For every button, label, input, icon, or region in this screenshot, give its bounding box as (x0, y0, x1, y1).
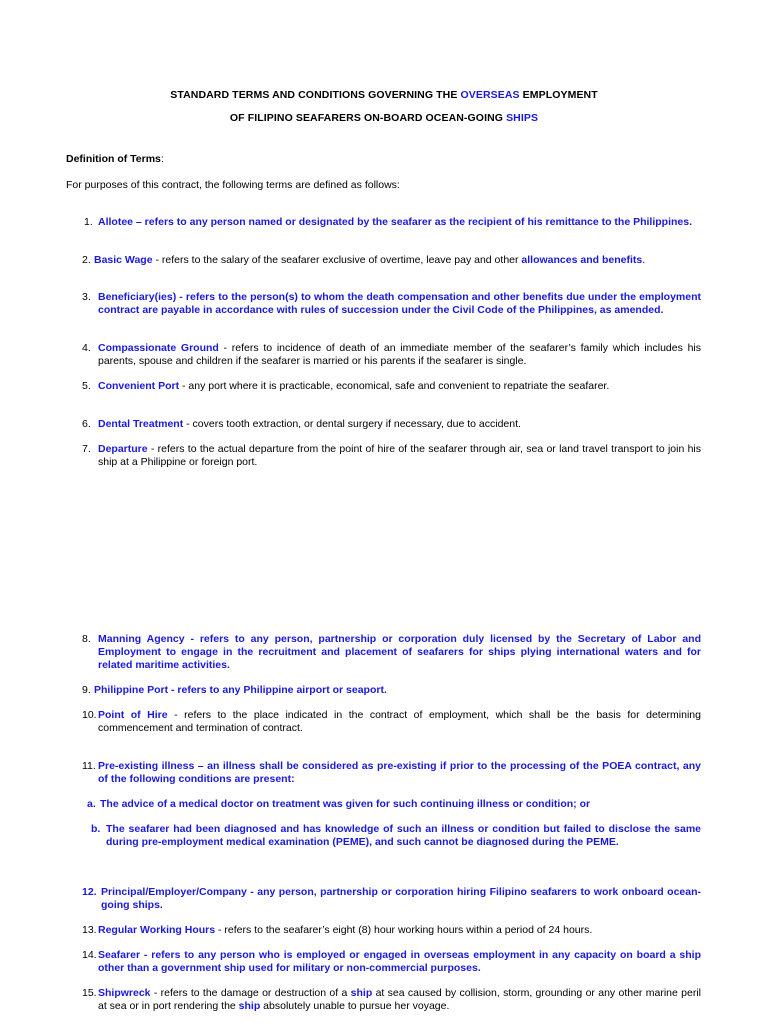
definition-text: absolutely unable to pursue her voyage. (260, 1000, 450, 1012)
item-number: 7. (82, 443, 91, 455)
sub-item-letter: a. (87, 798, 96, 810)
item-number: 4. (82, 342, 91, 354)
intro-paragraph: For purposes of this contract, the following terms are defined as follows: (66, 179, 400, 191)
definition-text: - refers to the actual departure from the point of hire of the seafarer through air, sea or land travel transport to join his ship at a Philippine or foreign port. (98, 443, 701, 468)
term-convenient-port: Convenient Port (98, 380, 180, 392)
definition-philippine-port: Philippine Port - refers to any Philippine airport or seaport. (94, 684, 387, 696)
term-dental-treatment: Dental Treatment (98, 418, 184, 430)
title-part: EMPLOYMENT (519, 89, 598, 101)
item-number: 2. (82, 254, 91, 266)
title-keyword-overseas: OVERSEAS (460, 89, 520, 101)
definition-end: . (642, 254, 646, 266)
condition-b: The seafarer had been diagnosed and has knowledge of such an illness or condition but failed to disclose the same during pre-employment medical examination (PEME), and such cannot be diagnosed during the PEME. (106, 823, 701, 848)
definition-allotee: Allotee – refers to any person named or designated by the seafarer as the recipient of his remittance to the Philippines. (98, 216, 692, 228)
condition-a: The advice of a medical doctor on treatment was given for such continuing illness or condition; or (100, 798, 591, 810)
definition-principal-employer-company: Principal/Employer/Company - any person, partnership or corporation hiring Filipino seafarers to work onboard ocean-going ships. (101, 886, 701, 911)
title-part: STANDARD TERMS AND CONDITIONS GOVERNING THE (170, 89, 461, 101)
item-number: 14. (82, 949, 97, 961)
definition-text: - refers to the place indicated in the contract of employment, which shall be the basis for determining commencement and termination of contract. (98, 709, 701, 734)
document-title-line-1 (0, 89, 768, 101)
definition-text: - refers to the seafarer’s eight (8) hour working hours within a period of 24 hours. (215, 924, 593, 936)
item-number: 8. (82, 633, 91, 645)
title-part: OF FILIPINO SEAFARERS ON-BOARD OCEAN-GOING (229, 112, 507, 124)
definition-compassionate-ground (98, 342, 701, 368)
item-number: 15. (82, 987, 97, 999)
definition-text: - refers to the damage or destruction of a (150, 987, 351, 999)
definition-manning-agency: Manning Agency - refers to any person, partnership or corporation duly licensed by the Secretary of Labor and Employment to engage in the recruitment and placement of seafarers for ships plying international waters and for related maritime activities. (98, 633, 701, 671)
term-basic-wage: Basic Wage (94, 254, 153, 266)
term-shipwreck: Shipwreck (98, 987, 151, 999)
item-number: 9. (82, 684, 91, 696)
title-keyword-ships: SHIPS (506, 112, 539, 124)
definition-text: - refers to incidence of death of an immediate member of the seafarer’s family which includes his parents, spouse and children if the seafarer is married or his parents if the seafarer is single. (98, 342, 701, 367)
term-ship: ship (350, 987, 373, 999)
definition-text: - covers tooth extraction, or dental surgery if necessary, due to accident. (183, 418, 521, 430)
term-compassionate-ground: Compassionate Ground (98, 342, 219, 354)
item-number: 12. (82, 886, 97, 898)
definition-pre-existing-illness: Pre-existing illness – an illness shall be considered as pre-existing if prior to the processing of the POEA contract, any of the following conditions are present: (98, 760, 701, 785)
term-departure: Departure (98, 443, 148, 455)
item-number: 11. (82, 760, 96, 772)
document-title-line-2 (0, 112, 768, 124)
item-number: 10. (82, 709, 97, 721)
definition-text: at sea caused by collision, storm, grounding or any other marine peril at sea or in port rendering the (98, 987, 701, 1012)
definition-dental-treatment (98, 418, 701, 431)
sub-item-letter: b. (91, 823, 101, 835)
definition-basic-wage (94, 254, 704, 267)
definition-heading-text: Definition of Terms (66, 153, 161, 165)
definition-regular-working-hours (98, 924, 701, 937)
definition-text: - refers to the salary of the seafarer exclusive of overtime, leave pay and other (152, 254, 522, 266)
item-number: 3. (82, 291, 91, 303)
definition-point-of-hire (98, 709, 701, 735)
definition-seafarer: Seafarer - refers to any person who is employed or engaged in overseas employment in any capacity on board a ship other than a government ship used for military or non-commercial purposes. (98, 949, 701, 974)
item-number: 13. (82, 924, 97, 936)
term-regular-working-hours: Regular Working Hours (98, 924, 216, 936)
definition-departure (98, 443, 701, 469)
definition-text: - any port where it is practicable, economical, safe and convenient to repatriate the seafarer. (179, 380, 610, 392)
definition-heading (66, 153, 164, 166)
item-number: 1. (84, 216, 93, 228)
term-point-of-hire: Point of Hire (98, 709, 168, 721)
term-allowances-and-benefits: allowances and benefits (521, 254, 643, 266)
definition-convenient-port (98, 380, 701, 393)
term-ship: ship (238, 1000, 261, 1012)
definition-beneficiary: Beneficiary(ies) - refers to the person(s) to whom the death compensation and other benefits due under the employment contract are payable in accordance with rules of succession under the Civil Code of the Philippines, as amended. (98, 291, 701, 316)
item-number: 5. (82, 380, 91, 392)
definition-heading-colon: : (160, 153, 164, 165)
definition-shipwreck (98, 987, 701, 1013)
item-number: 6. (82, 418, 91, 430)
